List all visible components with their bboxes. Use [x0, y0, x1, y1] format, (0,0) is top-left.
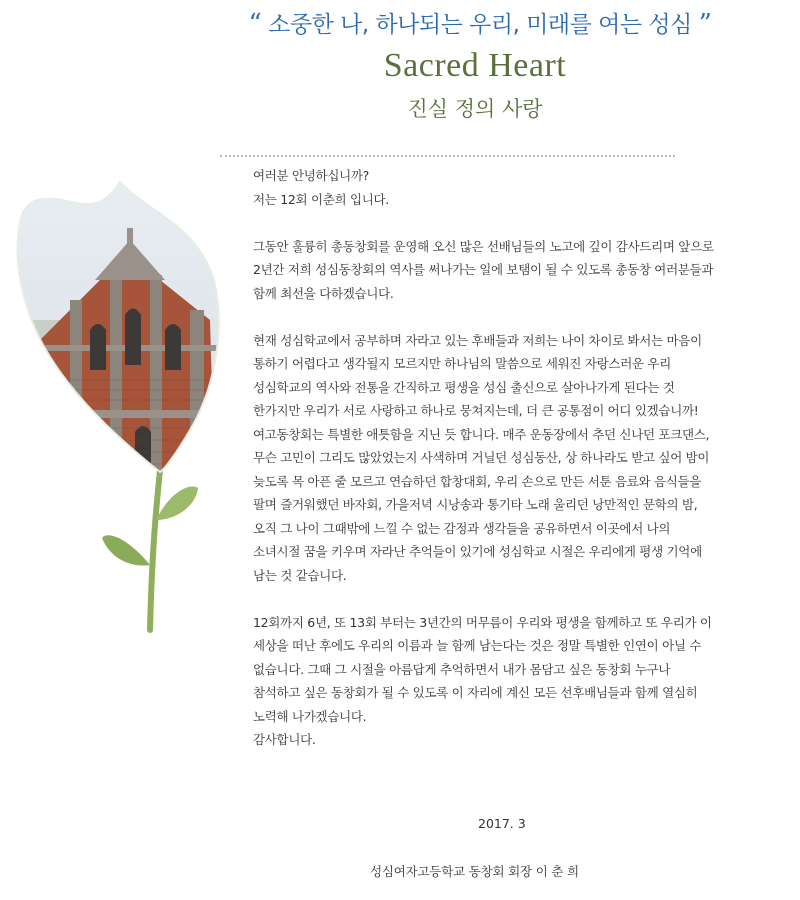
- letter-line: 노력해 나가겠습니다.: [253, 708, 367, 724]
- letter-line: 참석하고 싶은 동창회가 될 수 있도록 이 자리에 계신 모든 선후배님들과 함께 열심히: [253, 685, 698, 700]
- letter-line: 현재 성심학교에서 공부하며 자라고 있는 후배들과 저희는 나이 차이로 봐서는 마음이: [253, 332, 702, 348]
- greeting: [253, 164, 783, 211]
- paragraph-2: [253, 329, 783, 588]
- letter-line: 함께 최선을 다하겠습니다.: [253, 285, 394, 301]
- paragraph-3: [253, 611, 783, 752]
- letter-line: 오직 그 나이 그때밖에 느낄 수 없는 감정과 생각들을 공유하면서 이곳에서 나의: [253, 520, 671, 536]
- letter-line: 남는 것 같습니다.: [253, 567, 347, 583]
- letter-line: 여러분 안녕하십니까?: [253, 168, 369, 183]
- stem: [150, 470, 160, 630]
- letter-line: 성심학교의 역사와 전통을 간직하고 평생을 성심 출신으로 살아나가게 된다는 것: [253, 379, 675, 395]
- dotted-divider: [220, 155, 675, 157]
- letter-line: 무슨 고민이 그리도 많았었는지 사색하며 거닐던 성심동산, 상 하나라도 받고 싶어 밤이: [253, 450, 710, 465]
- slogan-close-quote: ”: [698, 9, 712, 39]
- letter-line: 여고동창회는 특별한 애틋함을 지닌 듯 합니다. 매주 운동장에서 추던 신나던 포크댄스,: [253, 426, 710, 442]
- letter-line: 한가지만 우리가 서로 사랑하고 하나로 뭉쳐지는데, 더 큰 공통점이 어디 있겠습니까!: [253, 403, 699, 418]
- slogan-open-quote: “: [248, 9, 262, 39]
- paragraph-1: [253, 235, 783, 306]
- tulip-church-illustration: [0, 170, 240, 640]
- letter-line: 저는 12회 이춘희 입니다.: [253, 191, 389, 207]
- brand-title: Sacred Heart: [383, 47, 567, 84]
- leaf-right: [156, 487, 198, 520]
- letter-line: 늦도록 목 아픈 줄 모르고 연습하던 합창대회, 우리 손으로 만든 서툰 음료와 음식들을: [253, 473, 702, 489]
- letter-line: 소녀시절 꿈을 키우며 자라난 추억들이 있기에 성심학교 시절은 우리에게 평생 기억에: [253, 544, 702, 559]
- letter-line: 12회까지 6년, 또 13회 부터는 3년간의 머무름이 우리와 평생을 함께하고 또 우리가 이: [253, 614, 712, 630]
- motto: 진실 정의 사랑: [407, 97, 543, 121]
- slogan-text: 소중한 나, 하나되는 우리, 미래를 여는 성심: [268, 12, 692, 38]
- letter-line: 감사합니다.: [253, 732, 316, 747]
- signature: 성심여자고등학교 동창회 회장 이 춘 희: [370, 864, 579, 879]
- letter-line: 세상을 떠난 후에도 우리의 이름과 늘 함께 남는다는 것은 정말 특별한 인연이 아닐 수: [253, 638, 702, 653]
- leaf-left: [102, 535, 150, 565]
- letter-line: 2년간 저희 성심동창회의 역사를 써나가는 일에 보탬이 될 수 있도록 총동창 여러분들과: [253, 262, 714, 277]
- letter-line: 그동안 훌륭히 총동창회를 운영해 오신 많은 선배님들의 노고에 깊이 감사드리며 앞으로: [253, 238, 714, 254]
- slogan: [0, 6, 800, 39]
- letter-line: 팔며 즐거워했던 바자회, 가을저녁 시낭송과 통기타 노래 울리던 낭만적인 문학의 밤,: [253, 497, 698, 512]
- letter-body: [253, 164, 783, 752]
- letter-line: 없습니다. 그때 그 시절을 아름답게 추억하면서 내가 몸담고 싶은 동창회 누구나: [253, 661, 671, 677]
- letter-date: 2017. 3: [478, 816, 526, 831]
- letter-line: 통하기 어렵다고 생각될지 모르지만 하나님의 말씀으로 세워진 자랑스러운 우리: [253, 356, 671, 371]
